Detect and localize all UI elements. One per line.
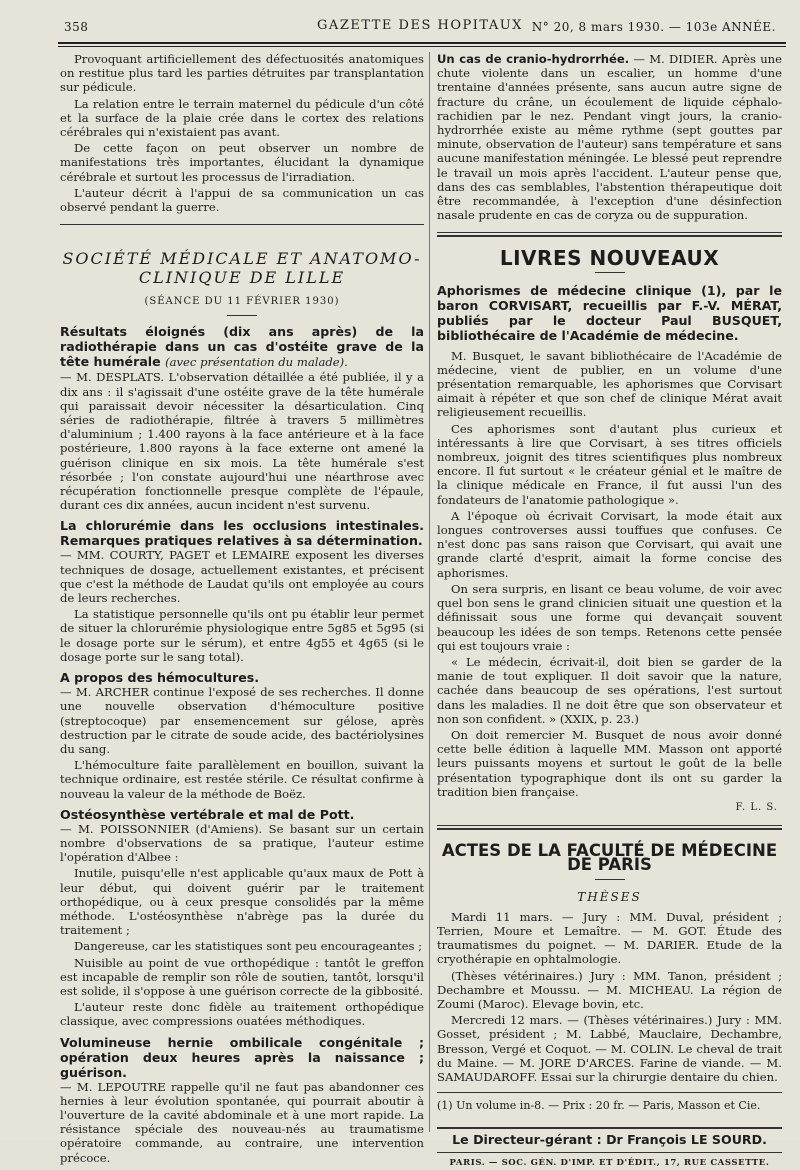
article-title: Volumineuse hernie ombilicale congénitale ; opération deux heures après la naissance ; guérison. xyxy=(60,1034,424,1080)
paragraph: (Thèses vétérinaires.) Jury : MM. Tanon, président ; Dechambre et Moussu. — M. MICHEAU. La région de Zoumi (Maroc). Elevage bovin, etc. xyxy=(437,968,782,1011)
article-title: Ostéosynthèse vertébrale et mal de Pott. xyxy=(60,806,355,822)
article-title xyxy=(60,324,424,370)
paragraph: « Le médecin, écrivait-il, doit bien se garder de la manie de tout expliquer. Il doit savoir que la nature, cachée dans beaucoup de ses opérations, l'est surtout dans les maladies. Il ne doit être que son observateur et non son confident. » (XXIX, p. 23.) xyxy=(437,654,782,726)
section-divider-thick xyxy=(437,235,782,237)
paragraph: Nuisible au point de vue orthopédique : tantôt le greffon est incapable de remplir son rôle de soutien, tantôt, lorsqu'il est solide, il s'oppose à une guérison correcte de la gibbosité. xyxy=(60,955,424,998)
paragraph: On sera surpris, en lisant ce beau volume, de voir avec quel bon sens le grand clinicien situait une question et la définissait sous une forme qui devançait souvent beaucoup les idées de son temps. Retenons cette pensée qui est toujours vraie : xyxy=(437,581,782,653)
short-rule xyxy=(227,315,257,316)
article xyxy=(60,1035,424,1165)
article xyxy=(60,324,424,512)
paragraph: — M. DESPLATS. L'observation détaillée a été publiée, il y a dix ans : il s'agissait d'une ostéite grave de la tête humérale qui paraissait devoir nécessiter la désarticulation. Cinq séries de radiothérapie, filtrée à travers 5 millimètres d'aluminium ; 1.400 rayons à la face antérieure et à la face postérieure, 1.800 rayons à la face externe ont amené la guérison clinique en six mois. La tête humérale s'est résorbée ; l'on constate aujourd'hui une néarthrose avec récupération fonctionnelle presque complète de l'épaule, durant ces dix années, aucun incident n'est survenu. xyxy=(60,370,424,513)
book-review-signature: F. L. S. xyxy=(735,801,778,813)
column-divider xyxy=(429,52,430,1132)
paragraph: — MM. COURTY, PAGET et LEMAIRE exposent les diverses techniques de dosage, actuellement existantes, et précisent que c'est la méthode de Laudat qu'ils ont employée au cours de leurs recherches. xyxy=(60,548,424,606)
paragraph: La statistique personnelle qu'ils ont pu établir leur permet de situer la chlorurémie physiologique entre 5g85 et 5g95 (si le dosage porte sur le sérum), et entre 4g55 et 4g65 (si le dosage porte sur le sang total). xyxy=(60,607,424,664)
paragraph: L'auteur reste donc fidèle au traitement orthopédique classique, avec compressions ouatées méthodiques. xyxy=(60,1000,424,1029)
paragraph: Dangereuse, car les statistiques sont peu encourageantes ; xyxy=(74,939,423,954)
right-column xyxy=(437,52,782,1170)
paragraph: Ces aphorismes sont d'autant plus curieux et intéressants à lire que Corvisart, à ses titres officiels nombreux, joignit des titres scientifiques plus nombreux encore. Il fut surtout « le créateur génial et le maître de la clinique médicale en France, il fut aussi l'un des fondateurs de l'anatomie pathologique ». xyxy=(437,421,782,507)
paragraph: — M. ARCHER continue l'exposé de ses recherches. Il donne une nouvelle observation d'hémoculture positive (streptocoque) par ensemencement sur gélose, après destruction par le citrate de soude acide, des bactériolysines du sang. xyxy=(60,685,424,756)
theses-heading: THÈSES xyxy=(577,889,642,904)
paragraph: — M. LEPOUTRE rappelle qu'il ne faut pas abandonner ces hernies à leur évolution spontanée, qui pourrait aboutir à l'ouverture de la cavité abdominale et à une mort rapide. La résistance spéciale des nouveau-nés au traumatisme opératoire commande, au contraire, une intervention précoce. xyxy=(60,1079,424,1165)
page-number: 358 xyxy=(64,20,89,34)
article-subtitle: (avec présentation du malade). xyxy=(165,355,348,370)
article xyxy=(60,670,424,801)
issue-info: N° 20, 8 mars 1930. — 103e ANNÉE. xyxy=(531,20,776,34)
director-line: Le Directeur-gérant : Dr François LE SOURD. xyxy=(437,1127,782,1147)
article xyxy=(60,518,424,664)
journal-title: GAZETTE DES HOPITAUX xyxy=(317,18,523,33)
paragraph: L'hémoculture faite parallèlement en bouillon, suivant la technique ordinaire, est restée stérile. Ce résultat confirme à nouveau la valeur de la méthode de Boëz. xyxy=(60,758,424,801)
paragraph: Mercredi 12 mars. — (Thèses vétérinaires.) Jury : MM. Gosset, président ; M. Labbé, Mauclaire, Dechambre, Bresson, Vergé et Coquot. — M. COLIN. Le cheval de trait du Maine. — M. JORE D'ARCES. Farine de viande. — M. SAMAUDAROFF. Essai sur la chirurgie dentaire du chien. xyxy=(437,1013,782,1084)
paragraph: La relation entre le terrain maternel du pédicule d'un côté et la surface de la plaie crée dans le cortex des relations cérébrales qui n'existaient pas avant. xyxy=(60,96,424,140)
short-rule xyxy=(595,272,625,273)
case-title: Un cas de cranio-hydrorrhée. xyxy=(437,52,630,66)
paragraph: Inutile, puisqu'elle n'est applicable qu'aux maux de Pott à leur début, qui doivent guérir par le traitement orthopédique, ou à ceux presque consolidés par la même méthode. L'ostéosynthèse n'abrège pas la durée du traitement ; xyxy=(60,866,424,938)
footnote: (1) Un volume in-8. — Prix : 20 fr. — Paris, Masson et Cie. xyxy=(437,1092,782,1113)
article-title-text: Résultats éloignés (dix ans après) de la radiothérapie dans un cas d'ostéite grave de la tête humérale xyxy=(60,324,424,370)
paragraph: — M. POISSONNIER (d'Amiens). Se basant sur un certain nombre d'observations de sa pratique, l'auteur estime l'opération d'Albee : xyxy=(60,821,424,865)
short-rule xyxy=(595,879,625,880)
paragraph: On doit remercier M. Busquet de nous avoir donné cette belle édition à laquelle MM. Masson ont apporté leurs puissants moyens et surtout le goût de la belle présentation typographique dont ils ont su garder la tradition bien française. xyxy=(437,727,782,799)
society-title: SOCIÉTÉ MÉDICALE ET ANATOMO-CLINIQUE DE LILLE xyxy=(62,249,422,288)
page-header xyxy=(58,16,782,38)
section-divider xyxy=(437,825,782,826)
session-date: (SÉANCE DU 11 FÉVRIER 1930) xyxy=(144,296,340,308)
paragraph: L'auteur décrit à l'appui de sa communication un cas observé pendant la guerre. xyxy=(60,185,424,215)
section-divider xyxy=(60,224,424,225)
paragraph: De cette façon on peut observer un nombre de manifestations très importantes, élucidant la dynamique cérébrale et surtout les processus de l'irradiation. xyxy=(60,141,424,184)
paragraph: M. Busquet, le savant bibliothécaire de l'Académie de médecine, vient de publier, en un volume d'une présentation remarquable, les aphorismes que Corvisart aimait à répéter et que son chef de clinique Mérat avait religieusement recueillis. xyxy=(437,348,782,420)
faculty-acts-heading: ACTES DE LA FACULTÉ DE MÉDECINE DE PARIS xyxy=(441,841,778,875)
header-rule xyxy=(58,42,786,44)
section-divider-thick xyxy=(437,828,782,830)
case-report xyxy=(437,52,782,222)
header-rule-thin xyxy=(58,46,786,47)
books-heading: LIVRES NOUVEAUX xyxy=(499,246,720,271)
paragraph: Provoquant artificiellement des défectuosités anatomiques on restitue plus tard les parties détruites par transplantation sur pédicule. xyxy=(60,52,424,95)
paragraph: Mardi 11 mars. — Jury : MM. Duval, président ; Terrien, Moure et Lemaître. — M. GOT. Étude des traumatismes du poignet. — M. DARIER. Etude de la cryothérapie en ophtalmologie. xyxy=(437,909,782,967)
article xyxy=(60,807,424,1029)
printer-line: PARIS. — SOC. GÉN. D'IMP. ET D'ÉDIT., 17, RUE CASSETTE. xyxy=(437,1152,782,1170)
article-title: La chlorurémie dans les occlusions intestinales. Remarques pratiques relatives à sa détermination. xyxy=(60,518,424,549)
paragraph: A l'époque où écrivait Corvisart, la mode était aux longues controverses aussi touffues que confuses. Ce n'est donc pas sans raison que Corvisart, qui avait une grande clarté d'esprit, aimait la forme concise des aphorismes. xyxy=(437,508,782,580)
left-column xyxy=(60,52,424,1167)
section-divider xyxy=(437,232,782,233)
book-title: Aphorismes de médecine clinique (1), par le baron CORVISART, recueillis par F.-V. MÉRAT, publiés par le docteur Paul BUSQUET, bibliothécaire de l'Académie de médecine. xyxy=(437,282,782,343)
article-title: A propos des hémocultures. xyxy=(60,670,260,686)
case-text: — M. DIDIER. Après une chute violente dans un escalier, un homme d'une trentaine d'années présente, sans aucun autre signe de fracture du crâne, un écoulement de liquide céphalo-rachidien par le nez. Pendant vingt jours, la cranio-hydrorrhée existe au même rythme (sept gouttes par minute, observation de l'auteur) sans température et sans aucune manifestation méningée. Le blessé peut reprendre le travail un mois après l'accident. L'auteur pense que, dans des cas semblables, l'abstention thérapeutique doit être recommandée, à l'exception d'une désinfection nasale prudente en cas de coryza ou de suppuration. xyxy=(437,52,782,223)
intro-text xyxy=(60,52,424,214)
